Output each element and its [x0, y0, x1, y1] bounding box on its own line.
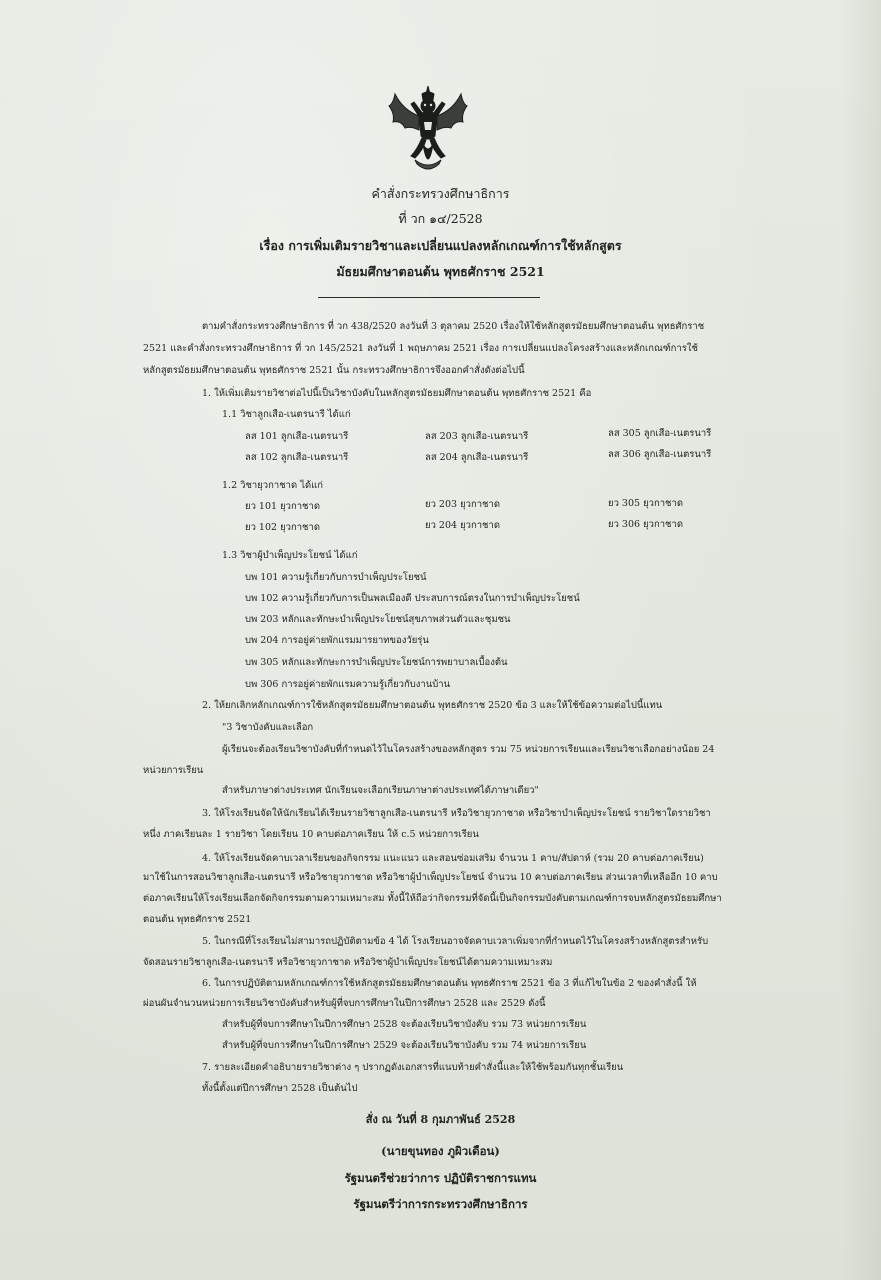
item-2-quote: หน่วยการเรียน [143, 765, 204, 776]
item-4: ต่อภาคเรียนให้โรงเรียนเลือกจัดกิจกรรมตามความเหมาะสม ทั้งนี้ให้ถือว่ากิจกรรมที่จัดนี้เป็นกิจกรรมบังคับตามเกณฑ์การจบหลักสูตรมัธยมศึกษา [143, 893, 722, 904]
preamble-line: 2521 และคำสั่งกระทรวงศึกษาธิการ ที่ วก 145/2521 ลงวันที่ 1 พฤษภาคม 2521 เรื่อง การเปลี่ยนแปลงโครงสร้างและหลักเกณฑ์การใช้ [143, 343, 698, 354]
item-6: ผ่อนผันจำนวนหน่วยการเรียนวิชาบังคับสำหรับผู้ที่จบการศึกษาในปีการศึกษา 2528 และ 2529 ดังนี้ [143, 998, 546, 1009]
course-code: ยว 102 ยุวกาชาด [245, 522, 321, 533]
course-code: ยว 306 ยุวกาชาด [608, 519, 684, 530]
item-1: 1. ให้เพิ่มเติมรายวิชาต่อไปนี้เป็นวิชาบังคับในหลักสูตรมัธยมศึกษาตอนต้น พุทธศักราช 2521 คือ [202, 388, 592, 399]
course-code: ลส 306 ลูกเสือ-เนตรนารี [608, 449, 712, 460]
item-4: 4. ให้โรงเรียนจัดคาบเวลาเรียนของกิจกรรม แนะแนว และสอนซ่อมเสริม จำนวน 1 คาบ/สัปดาห์ (รวม 20 คาบต่อภาคเรียน) [202, 853, 704, 864]
item-2: 2. ให้ยกเลิกหลักเกณฑ์การใช้หลักสูตรมัธยมศึกษาตอนต้น พุทธศักราช 2520 ข้อ 3 และให้ใช้ข้อความต่อไปนี้แทน [202, 700, 663, 711]
course-code: บพ 101 ความรู้เกี่ยวกับการบำเพ็ญประโยชน์ [245, 572, 427, 583]
issue-date: สั่ง ณ วันที่ 8 กุมภาพันธ์ 2528 [365, 1113, 516, 1126]
course-code: บพ 204 การอยู่ค่ายพักแรมมารยาทของวัยรุ่น [245, 635, 429, 646]
item-6: สำหรับผู้ที่จบการศึกษาในปีการศึกษา 2528 จะต้องเรียนวิชาบังคับ รวม 73 หน่วยการเรียน [222, 1019, 587, 1030]
item-5: จัดสอนรายวิชาลูกเสือ-เนตรนารี หรือวิชายุวกาชาด หรือวิชาผู้บำเพ็ญประโยชน์ได้ตามความเหมาะสม [143, 957, 553, 968]
item-2-quote: สำหรับภาษาต่างประเทศ นักเรียนจะเลือกเรียนภาษาต่างประเทศได้ภาษาเดียว" [222, 785, 539, 796]
item-4: ตอนต้น พุทธศักราช 2521 [143, 914, 252, 925]
subitem-1-2-heading: 1.2 วิชายุวกาชาด ได้แก่ [222, 480, 324, 491]
signatory-position: รัฐมนตรีช่วยว่าการ ปฏิบัติราชการแทน [344, 1171, 537, 1185]
preamble-line: ตามคำสั่งกระทรวงศึกษาธิการ ที่ วก 438/2520 ลงวันที่ 3 ตุลาคม 2520 เรื่องให้ใช้หลักสูตรมัธยมศึกษาตอนต้น พุทธศักราช [202, 321, 705, 332]
course-code: ลส 102 ลูกเสือ-เนตรนารี [245, 452, 349, 463]
order-title: คำสั่งกระทรวงศึกษาธิการ [371, 186, 510, 201]
course-code: ยว 305 ยุวกาชาด [608, 498, 684, 509]
course-code: ยว 203 ยุวกาชาด [425, 499, 501, 510]
item-5: 5. ในกรณีที่โรงเรียนไม่สามารถปฏิบัติตามข้อ 4 ได้ โรงเรียนอาจจัดคาบเวลาเพิ่มจากที่กำหนดไว้ในโครงสร้างหลักสูตรสำหรับ [202, 936, 709, 947]
item-3: 3. ให้โรงเรียนจัดให้นักเรียนได้เรียนรายวิชาลูกเสือ-เนตรนารี หรือวิชายุวกาชาด หรือวิชาบำเพ็ญประโยชน์ รายวิชาใดรายวิชา [202, 808, 711, 819]
course-code: ลส 204 ลูกเสือ-เนตรนารี [425, 452, 529, 463]
course-code: บพ 203 หลักและทักษะบำเพ็ญประโยชน์สุขภาพส่วนตัวและชุมชน [245, 614, 511, 625]
item-3: หนึ่ง ภาคเรียนละ 1 รายวิชา โดยเรียน 10 คาบต่อภาคเรียน ให้ c.5 หน่วยการเรียน [143, 829, 479, 840]
course-code: ลส 203 ลูกเสือ-เนตรนารี [425, 431, 529, 442]
order-subject-line2: มัธยมศึกษาตอนต้น พุทธศักราช 2521 [336, 264, 545, 279]
course-code: ยว 101 ยุวกาชาด [245, 501, 321, 512]
header-divider [318, 297, 540, 298]
item-6: 6. ในการปฏิบัติตามหลักเกณฑ์การใช้หลักสูตรมัธยมศึกษาตอนต้น พุทธศักราช 2521 ข้อ 3 ที่แก้ไขในข้อ 2 ของคำสั่งนี้ ให้ [202, 978, 697, 989]
item-7: 7. รายละเอียดคำอธิบายรายวิชาต่าง ๆ ปรากฏดังเอกสารที่แนบท้ายคำสั่งนี้และให้ใช้พร้อมกันทุกชั้นเรียน [202, 1062, 624, 1073]
course-code: ลส 101 ลูกเสือ-เนตรนารี [245, 431, 349, 442]
item-7: ทั้งนี้ตั้งแต่ปีการศึกษา 2528 เป็นต้นไป [202, 1083, 358, 1094]
garuda-emblem-icon [385, 84, 471, 176]
preamble-line: หลักสูตรมัธยมศึกษาตอนต้น พุทธศักราช 2521 นั้น กระทรวงศึกษาธิการจึงออกคำสั่งดังต่อไปนี้ [143, 365, 525, 376]
course-code: ลส 305 ลูกเสือ-เนตรนารี [608, 428, 712, 439]
signatory-position: รัฐมนตรีว่าการกระทรวงศึกษาธิการ [353, 1197, 528, 1211]
item-6: สำหรับผู้ที่จบการศึกษาในปีการศึกษา 2529 จะต้องเรียนวิชาบังคับ รวม 74 หน่วยการเรียน [222, 1040, 587, 1051]
order-number: ที่ วก ๑๔/2528 [398, 211, 483, 226]
item-2-quote: "3 วิชาบังคับและเลือก [222, 722, 314, 733]
course-code: บพ 102 ความรู้เกี่ยวกับการเป็นพลเมืองดี ประสบการณ์ตรงในการบำเพ็ญประโยชน์ [245, 593, 580, 604]
order-subject: เรื่อง การเพิ่มเติมรายวิชาและเปลี่ยนแปลงหลักเกณฑ์การใช้หลักสูตร [259, 238, 622, 253]
course-code: บพ 306 การอยู่ค่ายพักแรมความรู้เกี่ยวกับงานบ้าน [245, 679, 451, 690]
signatory-name: (นายขุนทอง ภูผิวเดือน) [381, 1144, 500, 1158]
item-2-quote: ผู้เรียนจะต้องเรียนวิชาบังคับที่กำหนดไว้ในโครงสร้างของหลักสูตร รวม 75 หน่วยการเรียนและเรียนวิชาเลือกอย่างน้อย 24 [222, 744, 715, 755]
course-code: บพ 305 หลักและทักษะการบำเพ็ญประโยชน์การพยาบาลเบื้องต้น [245, 657, 508, 668]
item-4: มาใช้ในการสอนวิชาลูกเสือ-เนตรนารี หรือวิชายุวกาชาด หรือวิชาผู้บำเพ็ญประโยชน์ จำนวน 10 คาบต่อภาคเรียน ส่วนเวลาที่เหลืออีก 10 คาบ [143, 872, 718, 883]
course-code: ยว 204 ยุวกาชาด [425, 520, 501, 531]
subitem-1-1-heading: 1.1 วิชาลูกเสือ-เนตรนารี ได้แก่ [222, 409, 351, 420]
subitem-1-3-heading: 1.3 วิชาผู้บำเพ็ญประโยชน์ ได้แก่ [222, 550, 358, 561]
